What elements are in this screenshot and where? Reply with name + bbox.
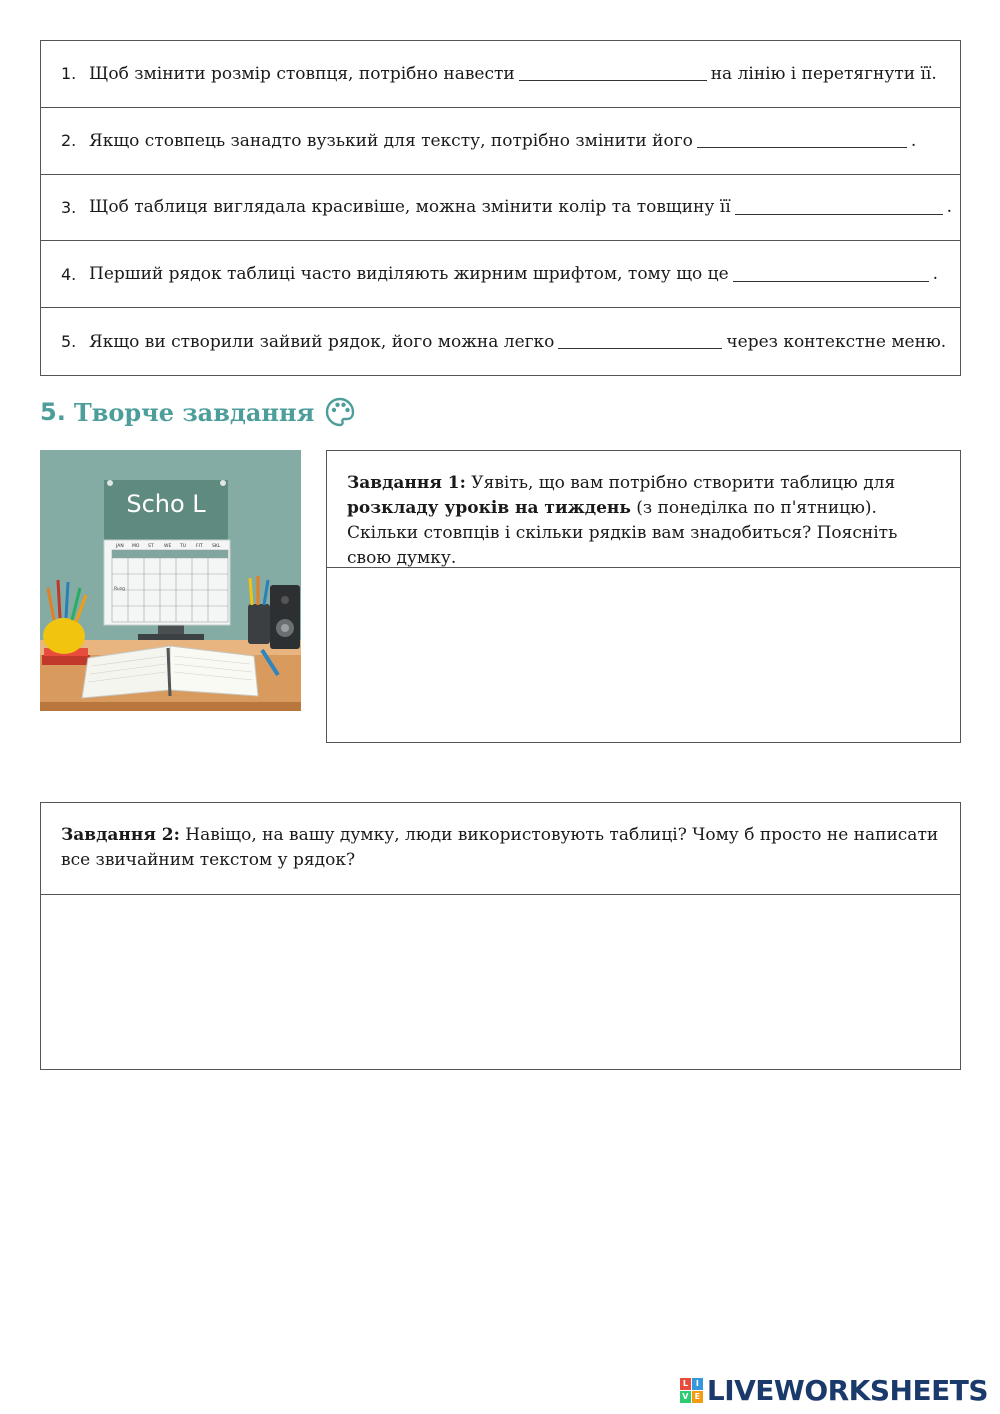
task-2-text: Навіщо, на вашу думку, люди використовують таблиці? Чому б просто не написати все звичайним текстом у рядок? <box>61 825 939 870</box>
task-1-label: Завдання 1: <box>347 473 466 493</box>
item-text-before: Щоб змінити розмір стовпця, потрібно навести <box>89 63 515 84</box>
school-schedule-illustration <box>40 450 301 711</box>
liveworksheets-logo-icon <box>680 1378 703 1403</box>
task-1-box <box>326 450 961 743</box>
item-text-after: . <box>910 130 917 151</box>
calendar-day-label: ST <box>148 544 154 549</box>
task-2-prompt <box>41 803 960 895</box>
board-text: Scho L <box>126 490 206 518</box>
fill-row-3 <box>41 175 960 242</box>
task-2-label: Завдання 2: <box>61 825 180 845</box>
item-number: 4. <box>61 264 77 284</box>
item-text-after: . <box>932 264 939 285</box>
item-text-before: Якщо стовпець занадто вузький для тексту, потрібно змінити його <box>89 130 693 151</box>
palette-icon <box>324 396 356 428</box>
item-number: 2. <box>61 131 77 151</box>
answer-blank[interactable] <box>697 133 907 148</box>
item-number: 5. <box>61 332 77 352</box>
task-1-bold-text: розкладу уроків на тиждень <box>347 498 631 518</box>
logo-letter: E <box>692 1391 703 1403</box>
item-text-before: Перший рядок таблиці часто виділяють жирним шрифтом, тому що це <box>89 264 729 285</box>
item-text-before: Якщо ви створили зайвий рядок, його можна легко <box>89 331 555 352</box>
item-text-before: Щоб таблиця виглядала красивіше, можна змінити колір та товщину її <box>89 197 731 218</box>
section-heading <box>40 396 356 428</box>
task-1-prompt <box>327 451 960 568</box>
item-text-after: . <box>946 197 953 218</box>
calendar-row-label: Ruzg <box>114 587 125 592</box>
calendar-day-label: SKL <box>212 544 221 549</box>
logo-letter: I <box>692 1378 703 1390</box>
fill-in-blanks-table <box>40 40 961 376</box>
answer-blank[interactable] <box>558 334 722 349</box>
fill-row-1 <box>41 41 960 108</box>
answer-blank[interactable] <box>735 200 943 215</box>
logo-letter: V <box>680 1391 691 1403</box>
task-2-answer-input[interactable] <box>41 895 964 1071</box>
fill-row-4 <box>41 241 960 308</box>
calendar-day-label: JAN <box>116 544 124 549</box>
section-title: Творче завдання <box>73 397 315 427</box>
task-2-box <box>40 802 961 1070</box>
calendar-day-label: FIT <box>196 544 203 549</box>
task-1-text-a: Уявіть, що вам потрібно створити таблицю для <box>465 473 896 493</box>
liveworksheets-brand <box>680 1374 988 1407</box>
answer-blank[interactable] <box>519 66 707 81</box>
answer-blank[interactable] <box>733 267 929 282</box>
calendar-day-label: WE <box>164 544 172 549</box>
item-text-after: на лінію і перетягнути її. <box>710 63 937 84</box>
task-1-text-b: (з понеділка по п'ятницю). Скільки стовпців і скільки рядків вам знадобиться? Поясніть свою думку. <box>347 498 898 568</box>
task-1-answer-input[interactable] <box>327 568 964 744</box>
brand-name: LIVEWORKSHEETS <box>706 1374 988 1407</box>
fill-row-2 <box>41 108 960 175</box>
logo-letter: L <box>680 1378 691 1390</box>
item-number: 3. <box>61 197 77 217</box>
section-number: 5. <box>40 398 66 426</box>
calendar-day-label: TU <box>180 544 187 549</box>
fill-row-5 <box>41 308 960 375</box>
item-text-after: через контекстне меню. <box>726 331 947 352</box>
calendar-day-label: MO <box>132 544 140 549</box>
item-number: 1. <box>61 64 77 84</box>
